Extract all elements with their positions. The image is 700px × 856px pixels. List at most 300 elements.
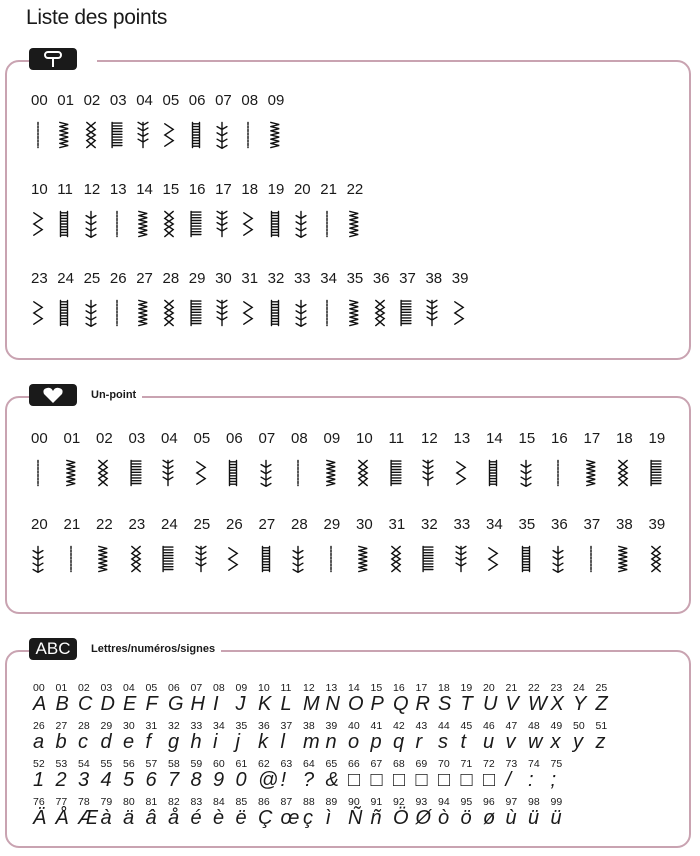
- onepoint-stitch-35-icon: [519, 538, 552, 580]
- letter-char: T: [460, 693, 473, 715]
- onepoint-stitch-number: 06: [226, 430, 243, 447]
- letter-char: f: [145, 731, 152, 753]
- letter-number: 80: [123, 796, 135, 808]
- letter-number: 00: [33, 682, 45, 694]
- letter-char: m: [303, 731, 320, 753]
- letter-number: 95: [460, 796, 473, 808]
- utility-stitch-number: 02: [83, 92, 101, 109]
- utility-stitch-24-icon: [57, 292, 83, 334]
- letter-number: 38: [303, 720, 315, 732]
- letter-number: 39: [325, 720, 338, 732]
- utility-stitch-28-icon: [162, 292, 188, 334]
- utility-stitch-03-icon: [110, 114, 136, 156]
- utility-stitch-12-icon: [84, 203, 110, 245]
- utility-stitch-number: 27: [136, 270, 153, 287]
- letter-char: 2: [55, 769, 67, 791]
- letter-char: ü: [550, 807, 562, 829]
- letter-char: G: [168, 693, 184, 715]
- letter-number: 76: [33, 796, 45, 808]
- onepoint-stitch-32-icon: [421, 538, 454, 580]
- utility-stitch-number: 25: [83, 270, 101, 287]
- letter-char: P: [370, 693, 384, 715]
- utility-stitch-06-icon: [189, 114, 215, 156]
- letter-char: x: [550, 731, 561, 753]
- letter-char: &: [325, 769, 339, 791]
- letter-number: 98: [528, 796, 540, 808]
- letter-number: 26: [33, 720, 45, 732]
- letter-char: V: [505, 693, 519, 715]
- utility-glyph-row: [31, 114, 294, 156]
- letter-char: 9: [213, 769, 225, 791]
- utility-glyph-row: [31, 292, 478, 334]
- onepoint-stitch-number: 13: [453, 430, 471, 447]
- letter-char: ù: [505, 807, 517, 829]
- letter-number: 84: [213, 796, 225, 808]
- utility-stitch-number: 29: [188, 270, 206, 287]
- onepoint-stitch-number: 07: [258, 430, 276, 447]
- page-title: Liste des points: [26, 6, 168, 29]
- letter-number: 54: [78, 758, 90, 770]
- utility-stitch-number: 36: [372, 270, 390, 287]
- letter-number: 69: [415, 758, 428, 770]
- letter-number: 34: [213, 720, 225, 732]
- letter-char: Æ: [78, 807, 98, 829]
- letter-char: ä: [123, 807, 135, 829]
- onepoint-stitch-01-icon: [64, 452, 97, 494]
- letter-number: 25: [595, 682, 608, 694]
- utility-stitch-number: 38: [425, 270, 443, 287]
- letter-number: 35: [235, 720, 248, 732]
- letter-number: 01: [55, 682, 68, 694]
- utility-stitch-number: 22: [346, 181, 364, 198]
- onepoint-stitch-number: 31: [388, 516, 406, 533]
- onepoint-stitch-number: 05: [193, 430, 211, 447]
- onepoint-stitch-13-icon: [454, 452, 487, 494]
- letter-number: 88: [303, 796, 315, 808]
- letter-char: i: [213, 731, 218, 753]
- letter-number: 08: [213, 682, 225, 694]
- onepoint-stitch-number: 29: [323, 516, 341, 533]
- letter-char: q: [393, 731, 405, 753]
- onepoint-stitch-33-icon: [454, 538, 487, 580]
- letter-char: œ: [280, 807, 300, 829]
- utility-stitch-11-icon: [57, 203, 83, 245]
- onepoint-number-row: [31, 430, 681, 447]
- abc-badge: ABC: [29, 638, 77, 660]
- letter-number: 96: [483, 796, 495, 808]
- utility-number-row: [31, 181, 373, 198]
- letter-char: a: [33, 731, 45, 753]
- letter-number: 50: [573, 720, 585, 732]
- onepoint-stitch-number: 33: [453, 516, 471, 533]
- letter-number: 05: [145, 682, 158, 694]
- utility-stitch-23-icon: [31, 292, 57, 334]
- letter-char: :: [528, 769, 534, 791]
- letter-char: K: [258, 693, 272, 715]
- utility-stitch-04-icon: [136, 114, 162, 156]
- letter-char: Ä: [33, 807, 47, 829]
- onepoint-stitch-18-icon: [616, 452, 649, 494]
- utility-stitch-21-icon: [320, 203, 346, 245]
- letter-number: 99: [550, 796, 563, 808]
- onepoint-stitch-number: 08: [291, 430, 308, 447]
- letter-char: 6: [145, 769, 157, 791]
- onepoint-stitch-number: 34: [486, 516, 503, 533]
- letter-number: 33: [190, 720, 203, 732]
- utility-stitch-number: 17: [215, 181, 232, 198]
- letter-char: o: [348, 731, 360, 753]
- letter-char: J: [235, 693, 246, 715]
- letter-char: ö: [460, 807, 472, 829]
- onepoint-stitch-number: 35: [518, 516, 536, 533]
- letter-number: 18: [438, 682, 450, 694]
- letter-number: 82: [168, 796, 180, 808]
- letter-number: 09: [235, 682, 248, 694]
- onepoint-stitch-number: 19: [648, 430, 666, 447]
- onepoint-stitch-34-icon: [486, 538, 519, 580]
- letter-number: 93: [415, 796, 428, 808]
- onepoint-stitch-number: 18: [616, 430, 633, 447]
- utility-stitch-27-icon: [136, 292, 162, 334]
- utility-stitch-number: 08: [241, 92, 259, 109]
- onepoint-panel-label: Un-point: [91, 389, 137, 401]
- onepoint-stitch-number: 28: [291, 516, 308, 533]
- letter-char: 0: [235, 769, 247, 791]
- letter-char: s: [438, 731, 448, 753]
- letter-number: 79: [100, 796, 113, 808]
- utility-stitch-number: 23: [31, 270, 48, 287]
- onepoint-stitch-number: 16: [551, 430, 568, 447]
- letter-number: 49: [550, 720, 563, 732]
- utility-stitch-30-icon: [215, 292, 241, 334]
- onepoint-stitch-07-icon: [259, 452, 292, 494]
- letter-number: 75: [550, 758, 563, 770]
- letter-char: ü: [528, 807, 540, 829]
- letter-char: X: [550, 693, 564, 715]
- onepoint-stitch-number: 38: [616, 516, 633, 533]
- letter-char: g: [168, 731, 180, 753]
- utility-stitch-number: 24: [57, 270, 74, 287]
- onepoint-stitch-number: 30: [356, 516, 373, 533]
- onepoint-stitch-number: 11: [388, 430, 405, 447]
- letter-char: p: [370, 731, 382, 753]
- onepoint-stitch-number: 02: [96, 430, 113, 447]
- letter-char: é: [190, 807, 202, 829]
- onepoint-stitch-38-icon: [616, 538, 649, 580]
- letter-number: 47: [505, 720, 518, 732]
- letter-char: n: [325, 731, 337, 753]
- utility-glyph-row: [31, 203, 373, 245]
- onepoint-stitch-19-icon: [649, 452, 682, 494]
- onepoint-stitch-17-icon: [584, 452, 617, 494]
- onepoint-stitch-number: 26: [226, 516, 243, 533]
- onepoint-stitch-25-icon: [194, 538, 227, 580]
- letter-char: 3: [78, 769, 90, 791]
- onepoint-stitch-number: 14: [486, 430, 503, 447]
- onepoint-glyph-row: [31, 538, 681, 580]
- utility-stitch-number: 15: [162, 181, 180, 198]
- onepoint-stitch-08-icon: [291, 452, 324, 494]
- letter-number: 85: [235, 796, 248, 808]
- letter-number: 48: [528, 720, 540, 732]
- onepoint-stitch-number: 27: [258, 516, 276, 533]
- letter-char: y: [573, 731, 583, 753]
- letter-number: 16: [393, 682, 405, 694]
- letter-char: ;: [550, 769, 557, 791]
- onepoint-stitch-number: 01: [63, 430, 81, 447]
- utility-stitch-33-icon: [294, 292, 320, 334]
- letter-number: 27: [55, 720, 68, 732]
- utility-stitch-number: 28: [162, 270, 180, 287]
- letter-char: k: [258, 731, 268, 753]
- letters-char-row: [33, 731, 618, 754]
- letter-number: 44: [438, 720, 450, 732]
- onepoint-stitch-29-icon: [324, 538, 357, 580]
- letter-number: 57: [145, 758, 158, 770]
- onepoint-stitch-number: 00: [31, 430, 48, 447]
- utility-stitch-25-icon: [84, 292, 110, 334]
- letter-number: 23: [550, 682, 563, 694]
- onepoint-stitch-23-icon: [129, 538, 162, 580]
- onepoint-stitch-number: 04: [161, 430, 178, 447]
- letter-number: 73: [505, 758, 518, 770]
- onepoint-stitch-number: 20: [31, 516, 48, 533]
- letter-number: 66: [348, 758, 360, 770]
- letter-char: 4: [100, 769, 112, 791]
- letter-number: 51: [595, 720, 608, 732]
- letter-number: 04: [123, 682, 135, 694]
- onepoint-stitch-10-icon: [356, 452, 389, 494]
- utility-number-row: [31, 270, 478, 287]
- onepoint-stitch-00-icon: [31, 452, 64, 494]
- utility-stitch-19-icon: [268, 203, 294, 245]
- utility-stitch-number: 03: [109, 92, 127, 109]
- letter-number: 55: [100, 758, 113, 770]
- utility-stitch-number: 30: [215, 270, 232, 287]
- letter-char: v: [505, 731, 516, 753]
- utility-stitch-05-icon: [162, 114, 188, 156]
- onepoint-stitch-24-icon: [161, 538, 194, 580]
- utility-stitch-10-icon: [31, 203, 57, 245]
- letter-char: E: [123, 693, 137, 715]
- utility-stitch-number: 18: [241, 181, 259, 198]
- utility-panel-header: [29, 48, 97, 70]
- letters-panel-header: [29, 638, 221, 660]
- utility-stitch-number: 37: [399, 270, 416, 287]
- letters-panel-label: Lettres/numéros/signes: [91, 643, 216, 655]
- utility-stitch-number: 07: [215, 92, 232, 109]
- onepoint-stitch-28-icon: [291, 538, 324, 580]
- letter-number: 15: [370, 682, 383, 694]
- letter-char: d: [100, 731, 112, 753]
- letter-char: Ö: [393, 807, 409, 829]
- utility-stitch-26-icon: [110, 292, 136, 334]
- letter-char: ì: [325, 807, 332, 829]
- letter-char: I: [213, 693, 219, 715]
- onepoint-stitch-39-icon: [649, 538, 682, 580]
- letter-number: 19: [460, 682, 473, 694]
- letter-number: 24: [573, 682, 585, 694]
- letter-char: R: [415, 693, 430, 715]
- letter-char: □: [348, 769, 361, 791]
- letter-number: 10: [258, 682, 270, 694]
- utility-stitch-37-icon: [399, 292, 425, 334]
- letter-number: 77: [55, 796, 68, 808]
- letter-char: U: [483, 693, 498, 715]
- letter-char: å: [168, 807, 180, 829]
- onepoint-stitch-number: 17: [583, 430, 601, 447]
- letter-number: 86: [258, 796, 270, 808]
- letter-number: 52: [33, 758, 45, 770]
- letter-number: 53: [55, 758, 68, 770]
- letter-char: □: [460, 769, 473, 791]
- letter-char: □: [370, 769, 383, 791]
- letter-char: D: [100, 693, 115, 715]
- letter-char: j: [235, 731, 240, 753]
- letter-char: @: [258, 769, 279, 791]
- onepoint-stitch-15-icon: [519, 452, 552, 494]
- letters-char-row: [33, 807, 573, 830]
- letter-char: □: [483, 769, 496, 791]
- letter-number: 87: [280, 796, 293, 808]
- onepoint-stitch-12-icon: [421, 452, 454, 494]
- onepoint-stitch-30-icon: [356, 538, 389, 580]
- letters-char-row: [33, 693, 618, 716]
- letter-char: B: [55, 693, 69, 715]
- utility-stitch-number: 01: [57, 92, 74, 109]
- utility-stitch-number: 31: [241, 270, 259, 287]
- letter-char: e: [123, 731, 135, 753]
- letter-number: 22: [528, 682, 540, 694]
- letter-char: F: [145, 693, 158, 715]
- utility-number-row: [31, 92, 294, 109]
- letter-number: 65: [325, 758, 338, 770]
- onepoint-stitch-number: 10: [356, 430, 373, 447]
- utility-stitch-34-icon: [320, 292, 346, 334]
- onepoint-stitch-27-icon: [259, 538, 292, 580]
- onepoint-stitch-number: 24: [161, 516, 178, 533]
- letter-number: 37: [280, 720, 293, 732]
- utility-stitch-18-icon: [241, 203, 267, 245]
- letter-char: □: [438, 769, 451, 791]
- onepoint-stitch-number: 21: [63, 516, 81, 533]
- letter-char: /: [505, 769, 512, 791]
- utility-stitch-13-icon: [110, 203, 136, 245]
- letter-char: Q: [393, 693, 409, 715]
- letter-number: 02: [78, 682, 90, 694]
- utility-stitch-number: 06: [188, 92, 206, 109]
- utility-stitch-15-icon: [162, 203, 188, 245]
- utility-stitch-number: 14: [136, 181, 153, 198]
- onepoint-stitch-36-icon: [551, 538, 584, 580]
- utility-stitch-number: 13: [109, 181, 127, 198]
- letter-number: 40: [348, 720, 360, 732]
- letter-number: 58: [168, 758, 180, 770]
- onepoint-stitch-number: 22: [96, 516, 113, 533]
- letter-number: 94: [438, 796, 450, 808]
- utility-stitch-35-icon: [347, 292, 373, 334]
- onepoint-stitch-number: 37: [583, 516, 601, 533]
- onepoint-panel-header: [29, 384, 142, 406]
- letter-char: O: [348, 693, 364, 715]
- letter-number: 20: [483, 682, 495, 694]
- utility-stitch-29-icon: [189, 292, 215, 334]
- letter-number: 97: [505, 796, 518, 808]
- letter-number: 89: [325, 796, 338, 808]
- utility-stitch-32-icon: [268, 292, 294, 334]
- utility-stitch-16-icon: [189, 203, 215, 245]
- utility-stitch-39-icon: [452, 292, 478, 334]
- letter-number: 68: [393, 758, 405, 770]
- utility-stitch-01-icon: [57, 114, 83, 156]
- letter-char: S: [438, 693, 452, 715]
- letter-char: □: [393, 769, 406, 791]
- heart-icon: [42, 386, 64, 404]
- letter-char: Ñ: [348, 807, 363, 829]
- letter-number: 43: [415, 720, 428, 732]
- letter-number: 72: [483, 758, 495, 770]
- letter-number: 46: [483, 720, 495, 732]
- onepoint-badge: [29, 384, 77, 406]
- onepoint-stitch-number: 23: [128, 516, 146, 533]
- letter-number: 67: [370, 758, 383, 770]
- utility-stitch-number: 04: [136, 92, 153, 109]
- letter-char: ò: [438, 807, 450, 829]
- utility-stitch-number: 26: [109, 270, 127, 287]
- onepoint-stitch-number: 12: [421, 430, 438, 447]
- utility-stitch-31-icon: [241, 292, 267, 334]
- letter-number: 63: [280, 758, 293, 770]
- letter-char: ñ: [370, 807, 382, 829]
- onepoint-number-row: [31, 516, 681, 533]
- letter-number: 90: [348, 796, 360, 808]
- letter-number: 07: [190, 682, 203, 694]
- letter-number: 92: [393, 796, 405, 808]
- letter-number: 83: [190, 796, 203, 808]
- letter-number: 30: [123, 720, 135, 732]
- utility-stitch-number: 05: [162, 92, 180, 109]
- utility-stitch-number: 39: [451, 270, 469, 287]
- onepoint-stitch-22-icon: [96, 538, 129, 580]
- utility-stitch-22-icon: [347, 203, 373, 245]
- utility-stitch-08-icon: [241, 114, 267, 156]
- straight-stitch-icon: [42, 50, 64, 68]
- letter-number: 36: [258, 720, 270, 732]
- utility-stitch-36-icon: [373, 292, 399, 334]
- onepoint-stitch-number: 39: [648, 516, 666, 533]
- letter-char: 8: [190, 769, 202, 791]
- utility-stitch-09-icon: [268, 114, 294, 156]
- letter-number: 03: [100, 682, 113, 694]
- utility-stitch-00-icon: [31, 114, 57, 156]
- utility-stitch-number: 12: [83, 181, 101, 198]
- letter-char: H: [190, 693, 205, 715]
- utility-stitch-number: 11: [57, 181, 73, 198]
- letter-char: b: [55, 731, 67, 753]
- onepoint-stitch-number: 03: [128, 430, 146, 447]
- letter-char: z: [595, 731, 606, 753]
- letter-char: â: [145, 807, 157, 829]
- letter-char: ?: [303, 769, 315, 791]
- letter-char: A: [33, 693, 47, 715]
- utility-stitch-number: 20: [293, 181, 311, 198]
- utility-stitch-20-icon: [294, 203, 320, 245]
- letter-number: 14: [348, 682, 360, 694]
- letter-char: r: [415, 731, 423, 753]
- letter-char: c: [78, 731, 88, 753]
- onepoint-stitch-37-icon: [584, 538, 617, 580]
- letter-number: 32: [168, 720, 180, 732]
